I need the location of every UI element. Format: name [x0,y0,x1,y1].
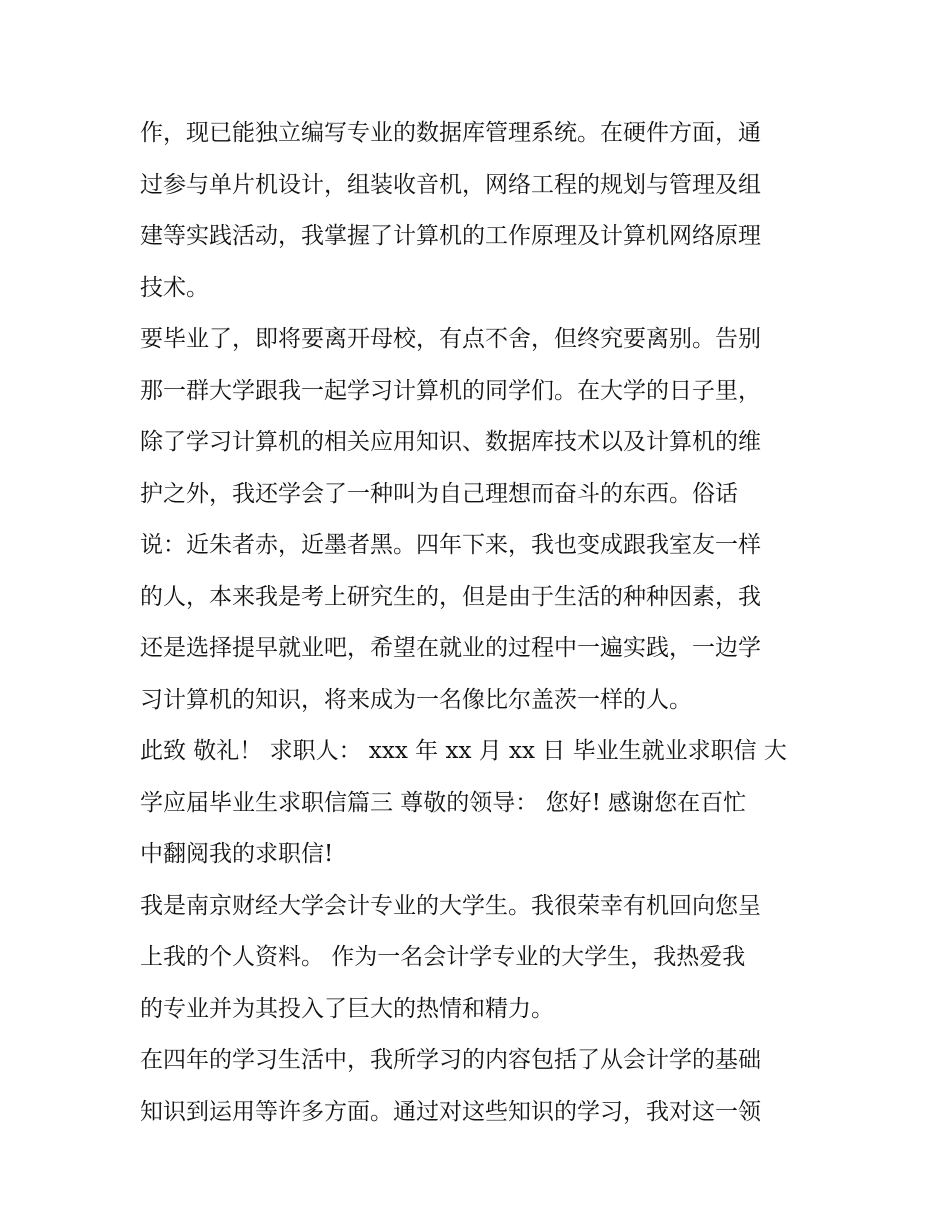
text-line: 说：近朱者赤，近墨者黑。四年下来，我也变成跟我室友一样 [140,532,761,558]
text-line: 知识到运用等许多方面。通过对这些知识的学习，我对这一领 [140,1098,761,1125]
text-line: 的人，本来我是考上研究生的，但是由于生活的种种因素，我 [140,583,761,610]
text-line: 中翻阅我的求职信! [140,841,334,867]
text-line: 习计算机的知识，将来成为一名像比尔盖茨一样的人。 [140,686,692,713]
paragraph [140,314,820,726]
text-line: 学应届毕业生求职信篇三 尊敬的领导： 您好! 感谢您在百忙 [140,789,747,816]
text-line: 要毕业了，即将要离开母校，有点不舍，但终究要离别。告别 [140,326,761,352]
document-body [140,108,820,1138]
text-line: 此致 敬礼！ 求职人： xxx 年 xx 月 xx 日 毕业生就业求职信 大 [140,738,787,764]
text-line: 的专业并为其投入了巨大的热情和精力。 [140,995,554,1022]
text-line: 上我的个人资料。 作为一名会计学专业的大学生，我热爱我 [140,944,746,970]
paragraph [140,108,820,314]
text-line: 还是选择提早就业吧，希望在就业的过程中一遍实践，一边学 [140,635,761,661]
text-line: 除了学习计算机的相关应用知识、数据库技术以及计算机的维 [140,429,761,455]
paragraph [140,726,820,881]
paragraph [140,881,820,1036]
paragraph [140,1035,820,1138]
text-line: 那一群大学跟我一起学习计算机的同学们。在大学的日子里， [140,377,761,404]
text-line: 过参与单片机设计，组装收音机，网络工程的规划与管理及组 [140,171,761,198]
text-line: 技术。 [140,274,209,301]
text-line: 护之外，我还学会了一种叫为自己理想而奋斗的东西。俗话 [140,480,738,507]
text-line: 作，现已能独立编写专业的数据库管理系统。在硬件方面，通 [140,120,761,146]
text-line: 我是南京财经大学会计专业的大学生。我很荣幸有机回向您呈 [140,892,761,919]
text-line: 在四年的学习生活中，我所学习的内容包括了从会计学的基础 [140,1047,761,1073]
text-line: 建等实践活动，我掌握了计算机的工作原理及计算机网络原理 [140,223,761,249]
